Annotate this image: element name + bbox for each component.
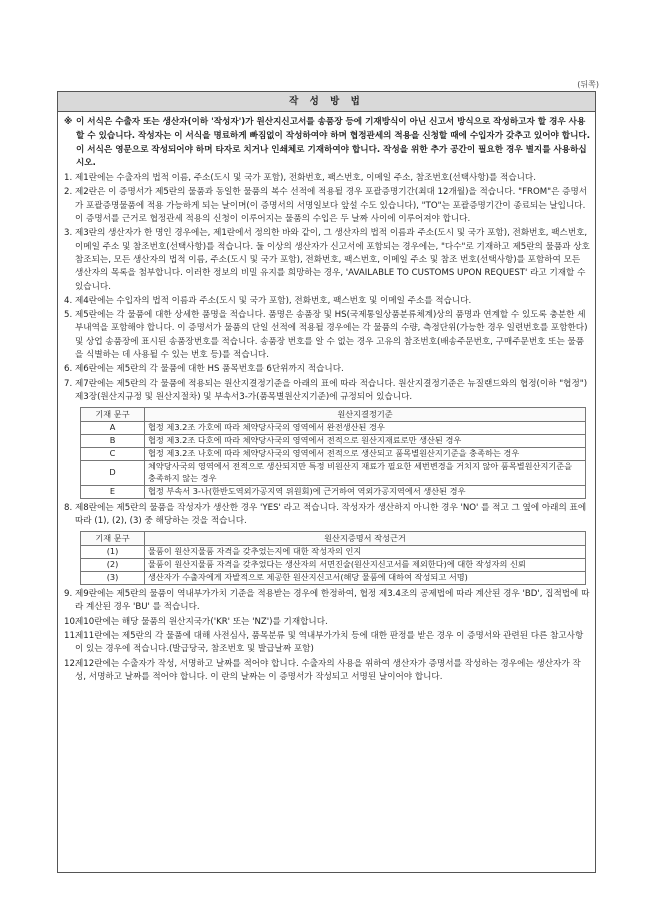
instruction-item-1	[64, 172, 590, 185]
item-text: 제10란에는 해당 물품의 원산지국가('KR' 또는 'NZ')를 기재합니다.	[75, 616, 328, 627]
item-number: 1.	[64, 173, 73, 183]
item-text: 제5란에는 각 물품에 대한 상세한 품명을 적습니다. 품명은 송품장 및 HS(국제통일상품분류체계)상의 품명과 연계할 수 있도록 충분한 세부내역을 포함해야 합니다. 이 증명서가 물품의 단일 선적에 적용될 경우에는 각 물품의 수량, 측정단위(가능한 경우 일련번호를 포함한다) 및 상업 송품장에 표시된 송품장번호를 적습니다. 송품장 번호를 알 수 없는 경우 고유의 참조번호(배송주문번호, 구매주문번호 또는 물품을 식별하는 데 사용될 수 있는 번호 등)를 적습니다.	[75, 310, 588, 361]
criteria-description: 협정 부속서 3-나(한반도역외가공지역 위원회)에 근거하여 역외가공지역에서 생산된 경우	[145, 485, 586, 498]
instruction-item-10	[64, 616, 590, 629]
table-row	[81, 572, 586, 585]
table-row	[81, 559, 586, 572]
item-text: 제3란의 생산자가 한 명인 경우에는, 제1란에서 정의한 바와 같이, 그 생산자의 법적 이름과 주소(도시 및 국가 포함), 전화번호, 팩스번호, 이메일 주소 및 참조번호(선택사항)를 적습니다. 둘 이상의 생산자가 신고서에 포함되는 경우에는, "다수"로 기재하고 제5란의 물품과 상호 참조되는, 모든 생산자의 법적 이름, 주소(도시 및 국가 포함), 전화번호, 팩스번호, 이메일 주소 및 참조 번호(선택사항)를 포함하여 모든 생산자의 목록을 첨부합니다. 이러한 정보의 비밀 유지를 희망하는 경우, 'AVAILABLE TO CUSTOMS UPON REQUEST' 라고 기재할 수 있습니다.	[75, 228, 590, 292]
item-number: 4.	[64, 295, 73, 306]
instruction-list	[64, 588, 590, 684]
table-header-row	[81, 532, 586, 546]
item-text: 제11란에는 제5란의 각 물품에 대해 사전심사, 품목분류 및 역내부가가치 등에 대한 판정를 받은 경우 이 증명서와 관련된 다른 참고사항이 있는 경우에 적습니다.(발급당국, 참조번호 및 발급날짜 포함)	[75, 630, 584, 655]
instructions-body	[58, 112, 595, 684]
column-header: 원산지증명서 작성근거	[145, 532, 586, 546]
table-row	[81, 435, 586, 448]
item-text: 제2란은 이 증명서가 제5란의 물품과 동일한 물품의 복수 선적에 적용될 경우 포괄증명기간(최대 12개월)을 적습니다. "FROM"은 증명서가 포괄증명물품에 적용 가능하게 되는 날이며(이 증명서의 서명일보다 앞설 수도 있습니다), "TO"는 포괄증명기간이 종료되는 날입니다. 이 증명서를 근거로 협정관세 적용의 신청이 이루어지는 물품의 수입은 두 날짜 사이에 이루어져야 합니다.	[75, 187, 588, 224]
criteria-code: C	[81, 448, 145, 461]
general-note	[64, 116, 590, 171]
table-header-row	[81, 408, 586, 422]
page-side-label: (뒤쪽)	[577, 80, 599, 89]
item-number: 7.	[64, 378, 73, 389]
item-text: 제6란에는 제5란의 각 물품에 대한 HS 품목번호를 6단위까지 적습니다.	[75, 364, 344, 375]
criteria-description: 협정 제3.2조 나호에 따라 체약당사국의 영역에서 전적으로 생산되고 품목별원산지기준을 충족하는 경우	[145, 448, 586, 461]
reference-mark-icon: ※	[64, 117, 73, 127]
item-number: 3.	[64, 228, 73, 239]
item-text: 제4란에는 수입자의 법적 이름과 주소(도시 및 국가 포함), 전화번호, 팩스번호 및 이메일 주소를 적습니다.	[75, 295, 472, 306]
criteria-code: A	[81, 422, 145, 435]
column-header: 기재 문구	[81, 408, 145, 422]
basis-description: 생산자가 수출자에게 자발적으로 제공한 원산지신고서(해당 물품에 대하여 작성되고 서명)	[145, 572, 586, 585]
instruction-item-12	[64, 658, 590, 685]
instruction-item-3	[64, 227, 590, 294]
criteria-code: E	[81, 485, 145, 498]
criteria-description: 협정 제3.2조 다호에 따라 체약당사국의 영역에서 전적으로 원산지재료로만 생산된 경우	[145, 435, 586, 448]
table-row	[81, 460, 586, 485]
basis-code: (3)	[81, 572, 145, 585]
item-number: 2.	[64, 187, 73, 198]
instruction-item-11	[64, 630, 590, 657]
form-title: 작 성 방 법	[58, 92, 595, 112]
item-number: 10.	[64, 616, 78, 627]
item-number: 12.	[64, 658, 78, 669]
instruction-item-4	[64, 295, 590, 308]
item-number: 8.	[64, 502, 73, 513]
instruction-list	[64, 502, 590, 529]
origin-criteria-table	[80, 407, 586, 498]
item-number: 6.	[64, 364, 73, 375]
instructions-form	[57, 91, 596, 873]
criteria-code: B	[81, 435, 145, 448]
criteria-description: 체약당사국의 영역에서 전적으로 생산되지만 특정 비원산지 재료가 필요한 세번변경을 거치지 않아 품목별원산지기준을 충족하지 않는 경우	[145, 460, 586, 485]
criteria-description: 협정 제3.2조 가호에 따라 체약당사국의 영역에서 완전생산된 경우	[145, 422, 586, 435]
instruction-item-6	[64, 363, 590, 376]
item-number: 9.	[64, 588, 73, 599]
certificate-basis-table	[80, 531, 586, 585]
table-row	[81, 546, 586, 559]
basis-code: (2)	[81, 559, 145, 572]
table-row	[81, 485, 586, 498]
instruction-item-5	[64, 309, 590, 362]
general-note-text: 이 서식은 수출자 또는 생산자(이하 '작성자')가 원산지신고서를 송품장 등에 기재방식이 아닌 신고서 방식으로 작성하고자 할 경우 사용할 수 있습니다. 작성자는 이 서식을 명료하게 빠짐없이 작성하여야 하며 협정관세의 적용을 신청할 때에 수입자가 갖추고 있어야 합니다. 이 서식은 영문으로 작성되어야 하며 타자로 치거나 인쇄체로 기재하여야 합니다. 작성을 위한 추가 공간이 필요한 경우 별지를 사용하십시오.	[76, 117, 590, 169]
item-number: 11.	[64, 630, 78, 641]
item-text: 제12란에는 수출자가 작성, 서명하고 날짜를 적어야 합니다. 수출자의 사용을 위하여 생산자가 증명서를 작성하는 경우에는 생산자가 작성, 서명하고 날짜를 적어야 합니다. 이 란의 날짜는 이 증명서가 작성되고 서명된 날이어야 합니다.	[75, 658, 581, 682]
instruction-list	[64, 172, 590, 404]
column-header: 기재 문구	[81, 532, 145, 546]
instruction-item-2	[64, 186, 590, 226]
table-row	[81, 422, 586, 435]
item-number: 5.	[64, 310, 73, 321]
item-text: 제8란에는 제5란의 물품을 작성자가 생산한 경우 'YES' 라고 적습니다. 작성자가 생산하지 아니한 경우 'NO' 를 적고 그 옆에 아래의 표에 따라 (1), (2), (3) 중 해당하는 것을 적습니다.	[75, 502, 587, 526]
criteria-code: D	[81, 460, 145, 485]
table-row	[81, 448, 586, 461]
instruction-item-8	[64, 502, 590, 529]
item-text: 제1란에는 수출자의 법적 이름, 주소(도시 및 국가 포함), 전화번호, 팩스번호, 이메일 주소, 참조번호(선택사항)를 적습니다.	[75, 173, 536, 183]
basis-description: 물품이 원산지물품 자격을 갖추었다는 생산자의 서면진술(원산지신고서를 제외한다)에 대한 작성자의 신뢰	[145, 559, 586, 572]
column-header: 원산지결정기준	[145, 408, 586, 422]
item-text: 제7란에는 제5란의 각 물품에 적용되는 원산지결정기준을 아래의 표에 따라 적습니다. 원산지결정기준은 뉴질랜드와의 협정(이하 "협정") 제3장(원산지규정 및 원산지절차) 및 부속서3-가(품목별원산지기준)에 규정되어 있습니다.	[75, 378, 588, 402]
basis-code: (1)	[81, 546, 145, 559]
basis-description: 물품이 원산지물품 자격을 갖추었는지에 대한 작성자의 인지	[145, 546, 586, 559]
instruction-item-9	[64, 588, 590, 615]
instruction-item-7	[64, 378, 590, 405]
item-text: 제9란에는 제5란의 물품이 역내부가가치 기준을 적용받는 경우에 한정하여, 협정 제3.4조의 공제법에 따라 계산된 경우 'BD', 집적법에 따라 계산된 경우 'BU' 를 적습니다.	[75, 588, 590, 613]
